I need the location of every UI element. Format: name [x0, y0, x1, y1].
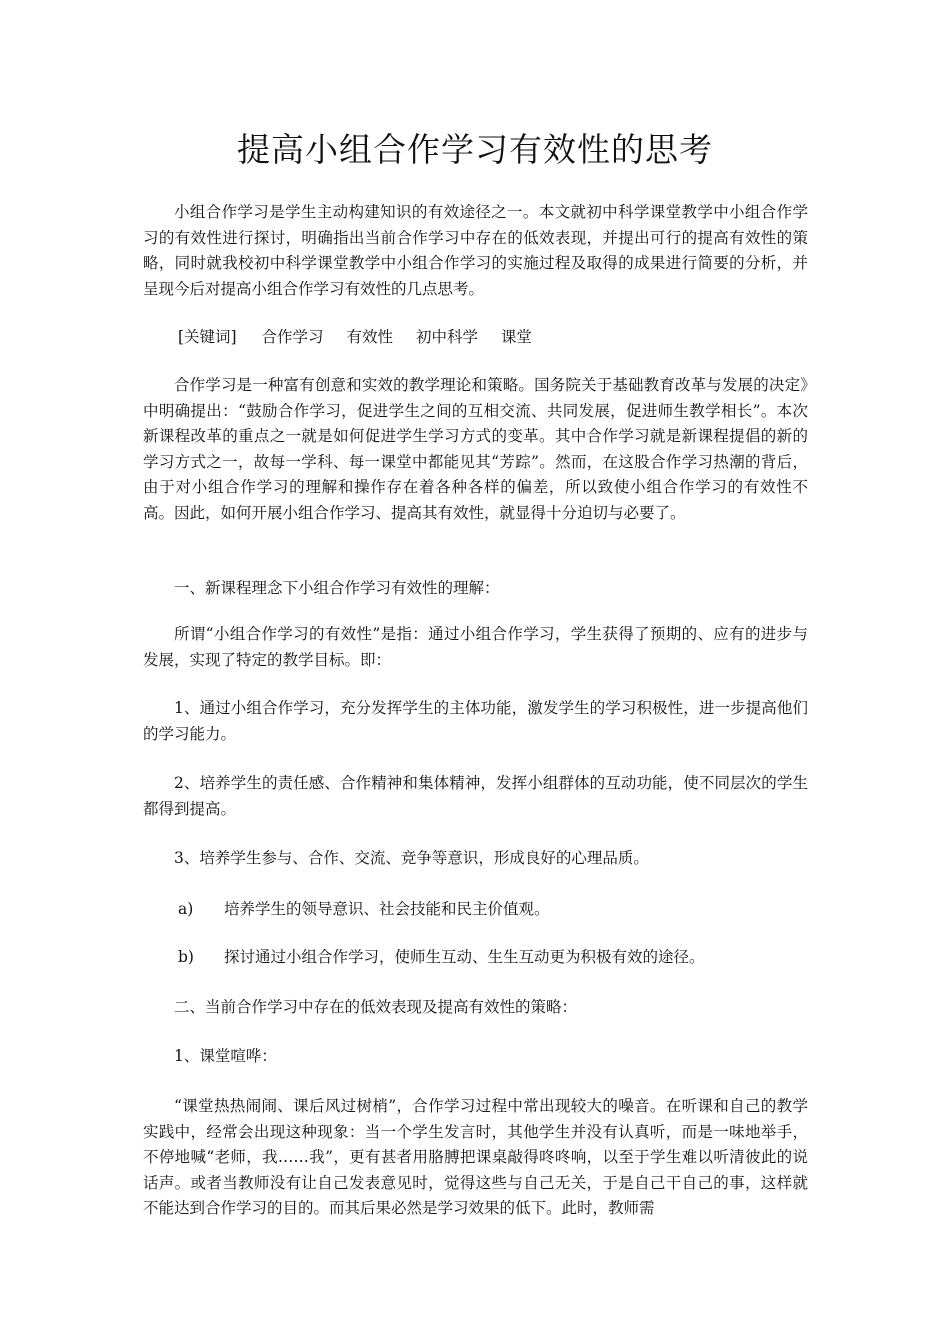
abstract-paragraph: 小组合作学习是学生主动构建知识的有效途径之一。本文就初中科学课堂教学中小组合作学习的有效性进行探讨，明确指出当前合作学习中存在的低效表现，并提出可行的提高有效性的策略，同时就我校初中科学课堂教学中小组合作学习的实施过程及取得的成果进行简要的分析，并呈现今后对提高小组合作学习有效性的几点思考。	[143, 203, 808, 298]
section2-heading: 二、当前合作学习中存在的低效表现及提高有效性的策略：	[174, 998, 578, 1016]
point-2-paragraph: 2、培养学生的责任感、合作精神和集体精神，发挥小组群体的互动功能，使不同层次的学生都得到提高。	[143, 774, 808, 818]
intro-paragraph: 合作学习是一种富有创意和实效的教学理论和策略。国务院关于基础教育改革与发展的决定》中明确提出：“鼓励合作学习，促进学生之间的互相交流、共同发展，促进师生教学相长”。本次新课程改革的重点之一就是如何促进学生学习方式的变革。其中合作学习就是新课程提倡的新的学习方式之一，故每一学科、每一课堂中都能见其“芳踪”。然而，在这股合作学习热潮的背后，由于对小组合作学习的理解和操作存在着各种各样的偏差，所以致使小组合作学习的有效性不高。因此，如何开展小组合作学习、提高其有效性，就显得十分迫切与必要了。	[143, 376, 808, 522]
point-1-paragraph: 1、通过小组合作学习，充分发挥学生的主体功能，激发学生的学习积极性，进一步提高他们的学习能力。	[143, 699, 808, 743]
sub-item-b	[178, 945, 705, 970]
keyword-item: 初中科学	[415, 328, 478, 346]
keywords-line	[178, 325, 550, 350]
definition-paragraph: 所谓“小组合作学习的有效性”是指：通过小组合作学习，学生获得了预期的、应有的进步与发展，实现了特定的教学目标。即：	[143, 625, 808, 669]
document-title: 提高小组合作学习有效性的思考	[237, 130, 713, 169]
sub-item-a-text: 培养学生的领导意识、社会技能和民主价值观。	[224, 900, 550, 918]
sub-item-b-marker: b)	[178, 948, 194, 966]
sub-item-b-text: 探讨通过小组合作学习，使师生互动、生生互动更为积极有效的途径。	[224, 948, 705, 966]
sub-item-a	[178, 897, 550, 922]
sub-item-a-marker: a)	[178, 900, 194, 918]
keywords-label: [关键词]	[178, 328, 237, 346]
keyword-item: 合作学习	[261, 328, 324, 346]
section2-sub1-heading: 1、课堂喧哗：	[174, 1047, 277, 1065]
section2-sub1-paragraph: “课堂热热闹闹、课后风过树梢”，合作学习过程中常出现较大的噪音。在听课和自己的教学实践中，经常会出现这种现象：当一个学生发言时，其他学生并没有认真听，而是一味地举手，不停地喊“老师，我……我”，更有甚者用胳膊把课桌敲得咚咚响，以至于学生难以听清彼此的说话声。或者当教师没有让自己发表意见时，觉得这些与自己无关，于是自己干自己的事，这样就不能达到合作学习的目的。而其后果必然是学习效果的低下。此时，教师需	[143, 1097, 808, 1217]
keyword-item: 有效性	[346, 328, 394, 346]
section1-heading: 一、新课程理念下小组合作学习有效性的理解：	[174, 579, 500, 597]
point-3-paragraph: 3、培养学生参与、合作、交流、竞争等意识，形成良好的心理品质。	[174, 849, 649, 867]
keyword-item: 课堂	[500, 328, 532, 346]
